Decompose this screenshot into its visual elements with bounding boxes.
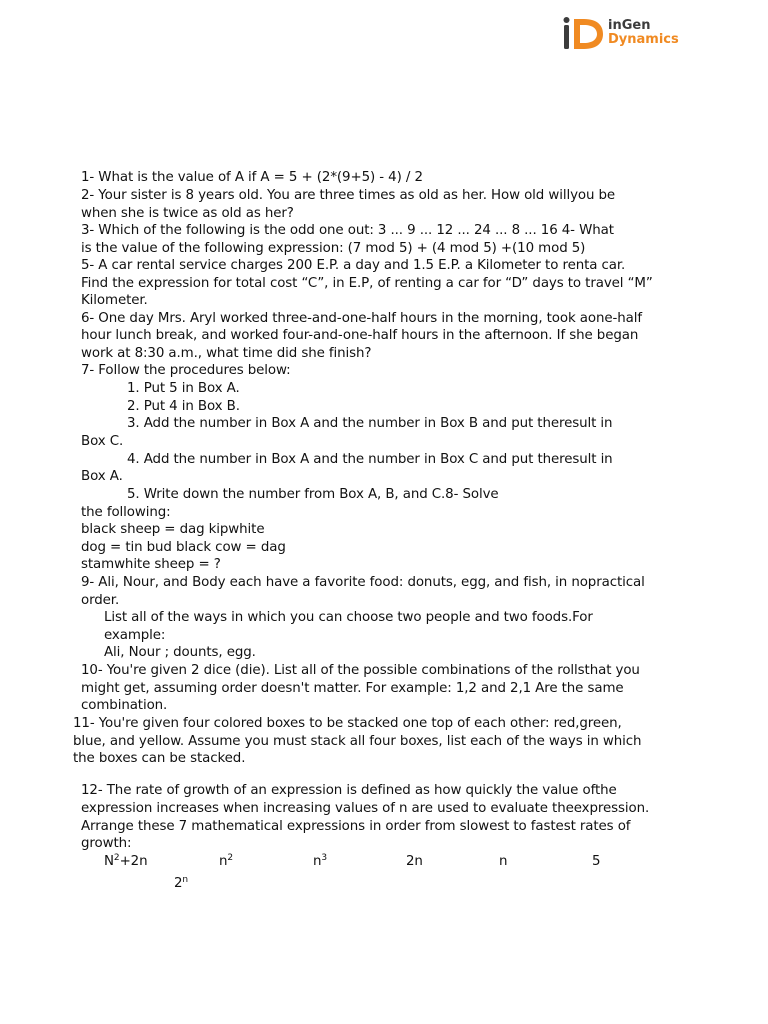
question-12-line-3: Arrange these 7 mathematical expressions in order from slowest to fastest rates of: [81, 819, 631, 834]
question-10-line-2: might get, assuming order doesn't matter. For example: 1,2 and 2,1 Are the same: [81, 681, 624, 696]
procedure-step-4-cont: Box A.: [81, 469, 123, 484]
expression-n-squared-plus-2n: $N^2+2n$: [104, 853, 148, 869]
expression-n-squared: $n^2$: [219, 853, 234, 869]
company-logo: [562, 16, 712, 52]
ingen-dynamics-logo-icon: [562, 16, 606, 52]
procedure-step-1: 1. Put 5 in Box A.: [127, 381, 240, 396]
question-8-line-2: black sheep = dag kipwhite: [81, 522, 265, 537]
procedure-step-3: 3. Add the number in Box A and the number in Box B and put theresult in: [127, 416, 613, 431]
question-1: 1- What is the value of A if A = 5 + (2*(9+5) - 4) / 2: [81, 170, 423, 185]
question-9-line-4: example:: [104, 628, 166, 643]
question-12-line-4: growth:: [81, 836, 132, 851]
question-10-line-3: combination.: [81, 698, 168, 713]
expression-2-to-the-n: 2$^n$: [174, 875, 189, 891]
procedure-step-3-cont: Box C.: [81, 434, 124, 449]
expression-2n: 2n: [406, 854, 423, 869]
question-6-line-2: hour lunch break, and worked four-and-one-half hours in the afternoon. If she began: [81, 328, 639, 343]
question-2-line-1: 2- Your sister is 8 years old. You are three times as old as her. How old willyou be: [81, 188, 616, 203]
question-7-heading: 7- Follow the procedures below:: [81, 363, 291, 378]
question-11-line-1: 11- You're given four colored boxes to be stacked one top of each other: red,green,: [73, 716, 622, 731]
expression-5: 5: [592, 854, 601, 869]
question-9-line-1: 9- Ali, Nour, and Body each have a favorite food: donuts, egg, and fish, in nopractical: [81, 575, 645, 590]
question-5-line-1: 5- A car rental service charges 200 E.P. a day and 1.5 E.P. a Kilometer to renta car.: [81, 258, 626, 273]
question-5-line-3: Kilometer.: [81, 293, 148, 308]
question-6-line-3: work at 8:30 a.m., what time did she finish?: [81, 346, 372, 361]
expression-n-cubed: $n^3$: [313, 853, 328, 869]
question-6-line-1: 6- One day Mrs. Aryl worked three-and-one-half hours in the morning, took aone-half: [81, 311, 642, 326]
logo-text-dynamics: Dynamics: [608, 32, 679, 47]
question-3-line-1: 3- Which of the following is the odd one out: 3 ... 9 ... 12 ... 24 ... 8 ... 16 4- What: [81, 223, 614, 238]
question-9-line-3: List all of the ways in which you can choose two people and two foods.For: [104, 610, 593, 625]
question-9-line-2: order.: [81, 593, 120, 608]
question-11-line-2: blue, and yellow. Assume you must stack all four boxes, list each of the ways in which: [73, 734, 642, 749]
procedure-step-5: 5. Write down the number from Box A, B, and C.8- Solve: [127, 487, 499, 502]
question-8-line-3: dog = tin bud black cow = dag: [81, 540, 286, 555]
question-12-line-1: 12- The rate of growth of an expression is defined as how quickly the value ofthe: [81, 783, 617, 798]
question-12-line-2: expression increases when increasing values of n are used to evaluate theexpression.: [81, 801, 650, 816]
question-11-line-3: the boxes can be stacked.: [73, 751, 246, 766]
question-4-line: is the value of the following expression: (7 mod 5) + (4 mod 5) +(10 mod 5): [81, 241, 586, 256]
question-9-example: Ali, Nour ; dounts, egg.: [104, 645, 256, 660]
question-2-line-2: when she is twice as old as her?: [81, 206, 294, 221]
question-5-line-2: Find the expression for total cost “C”, in E.P, of renting a car for “D” days to travel “M”: [81, 276, 653, 291]
question-8-line-4: stamwhite sheep = ?: [81, 557, 221, 572]
procedure-step-2: 2. Put 4 in Box B.: [127, 399, 240, 414]
expression-n: n: [499, 854, 508, 869]
logo-text-ingen: inGen: [608, 18, 651, 33]
procedure-step-4: 4. Add the number in Box A and the number in Box C and put theresult in: [127, 452, 613, 467]
question-8-line-1: the following:: [81, 505, 171, 520]
question-10-line-1: 10- You're given 2 dice (die). List all of the possible combinations of the rollsthat you: [81, 663, 640, 678]
